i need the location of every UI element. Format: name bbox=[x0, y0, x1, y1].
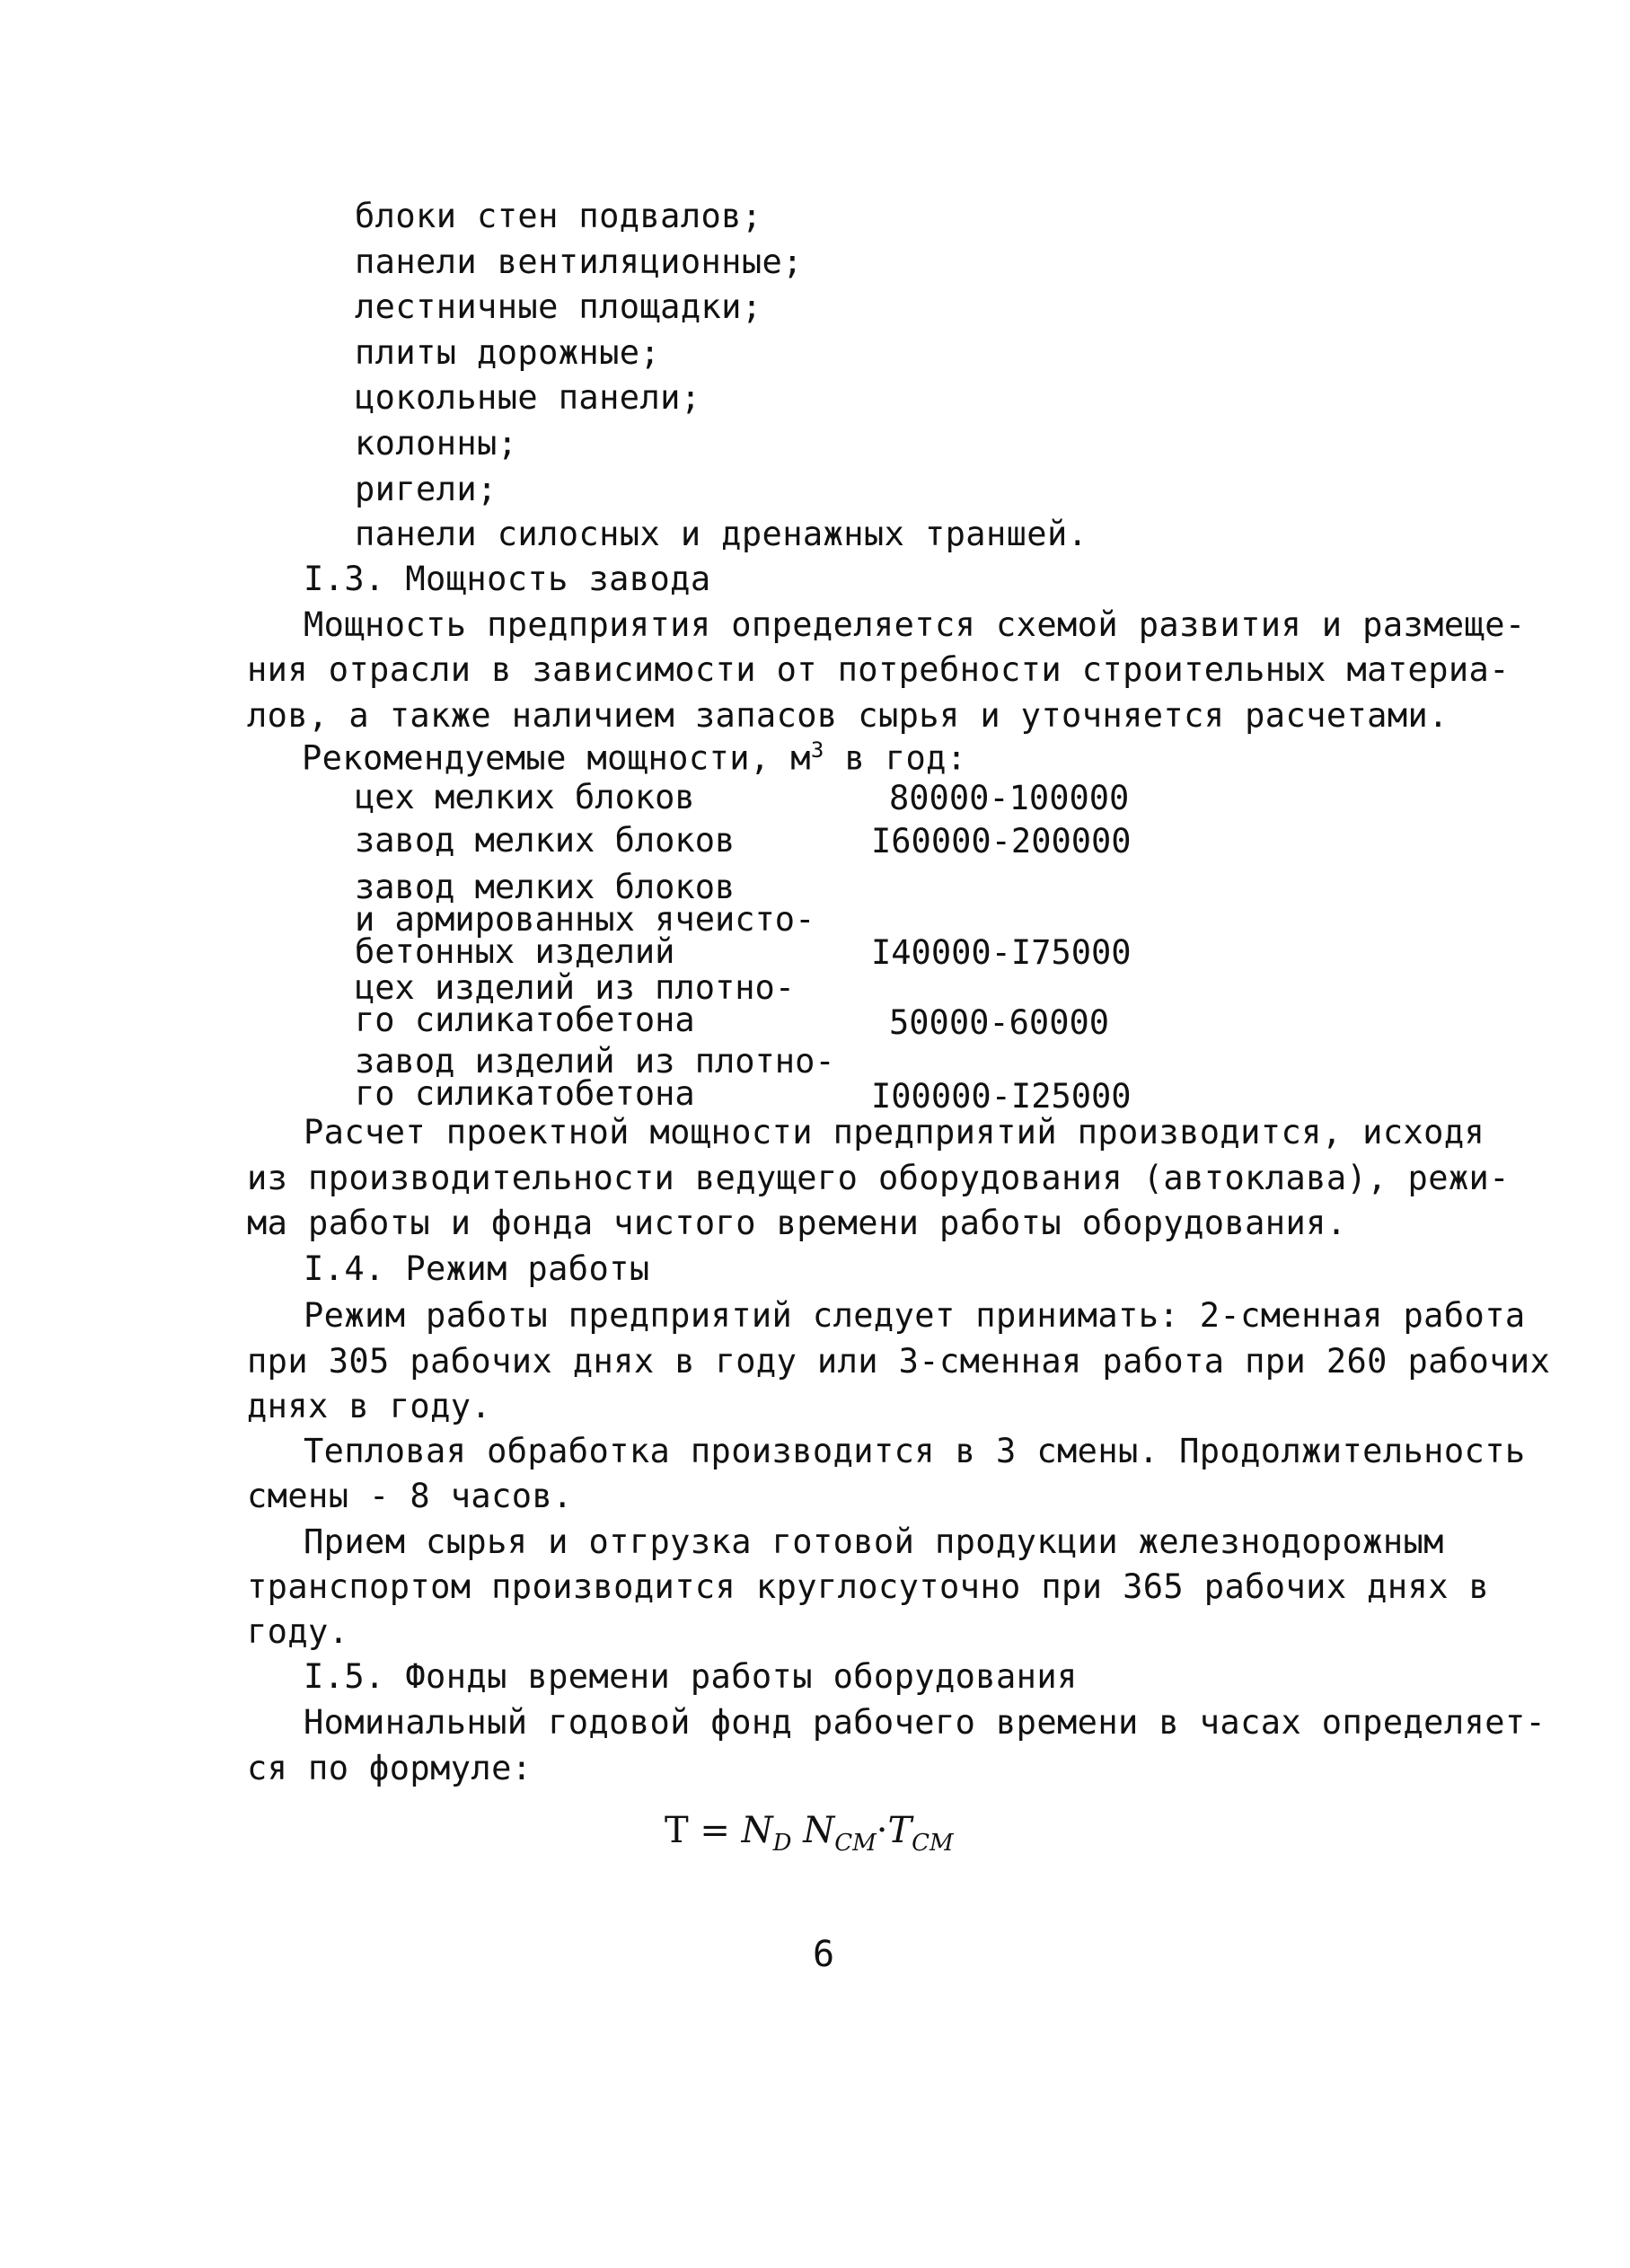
paragraph-line: Мощность предприятия определяется схемой развития и размеще- bbox=[304, 605, 1526, 644]
paragraph-line: ния отрасли в зависимости от потребности строительных материа- bbox=[247, 650, 1510, 689]
paragraph-line: лов, а также наличием запасов сырья и уточняется расчетами. bbox=[247, 696, 1449, 735]
list-item: плиты дорожные; bbox=[355, 333, 661, 372]
paragraph-line: Режим работы предприятий следует принимать: 2-сменная работа bbox=[304, 1296, 1526, 1335]
page-number: 6 bbox=[813, 1934, 835, 1975]
paragraph-line: году. bbox=[247, 1612, 349, 1651]
list-item: панели вентиляционные; bbox=[355, 243, 803, 281]
paragraph-line: днях в году. bbox=[247, 1387, 492, 1425]
capacity-label: завод мелких блоков bbox=[355, 821, 736, 860]
paragraph-line: ма работы и фонда чистого времени работы оборудования. bbox=[247, 1204, 1347, 1242]
section-heading-1-5: I.5. Фонды времени работы оборудования bbox=[304, 1657, 1078, 1696]
paragraph-line: Прием сырья и отгрузка готовой продукции железнодорожным bbox=[304, 1522, 1444, 1561]
paragraph-line: Номинальный годовой фонд рабочего времени в часах определяет- bbox=[304, 1703, 1546, 1742]
capacity-label: завод изделий из плотно- го силикатобетона bbox=[355, 1042, 835, 1113]
list-item: ригели; bbox=[355, 470, 498, 508]
paragraph-line: ся по формуле: bbox=[247, 1749, 533, 1787]
section-heading-1-4: I.4. Режим работы bbox=[304, 1249, 650, 1288]
capacity-label: завод мелких блоков и армированных ячеисто- бетонных изделий bbox=[355, 868, 815, 971]
capacity-caption: Рекомендуемые мощности, $м^3$ в год: bbox=[302, 737, 967, 778]
capacity-value: I00000-I25000 bbox=[871, 1077, 1132, 1116]
paragraph-line: из производительности ведущего оборудования (автоклава), режи- bbox=[247, 1159, 1510, 1197]
capacity-label: цех изделий из плотно- го силикатобетона bbox=[355, 968, 796, 1039]
list-item: колонны; bbox=[355, 424, 518, 463]
capacity-value: 80000-100000 bbox=[889, 779, 1130, 817]
list-item: блоки стен подвалов; bbox=[355, 197, 762, 235]
paragraph-line: Тепловая обработка производится в 3 смены. Продолжительность bbox=[304, 1432, 1526, 1470]
list-item: лестничные площадки; bbox=[355, 287, 762, 326]
time-fund-formula: $T = N_D$ $N_{CM}\cdot T_{CM}$ bbox=[665, 1810, 954, 1857]
capacity-label: цех мелких блоков bbox=[355, 778, 695, 816]
section-heading-1-3: I.3. Мощность завода bbox=[304, 560, 711, 598]
list-item: цокольные панели; bbox=[355, 378, 701, 417]
paragraph-line: при 305 рабочих днях в году или 3-сменная работа при 260 рабочих bbox=[247, 1342, 1551, 1381]
capacity-value: I40000-I75000 bbox=[871, 933, 1132, 972]
capacity-value: I60000-200000 bbox=[871, 822, 1132, 860]
paragraph-line: транспортом производится круглосуточно при 365 рабочих днях в bbox=[247, 1567, 1490, 1606]
paragraph-line: смены - 8 часов. bbox=[247, 1477, 573, 1515]
list-item: панели силосных и дренажных траншей. bbox=[355, 515, 1088, 553]
paragraph-line: Расчет проектной мощности предприятий производится, исходя bbox=[304, 1113, 1485, 1152]
capacity-value: 50000-60000 bbox=[889, 1003, 1110, 1042]
